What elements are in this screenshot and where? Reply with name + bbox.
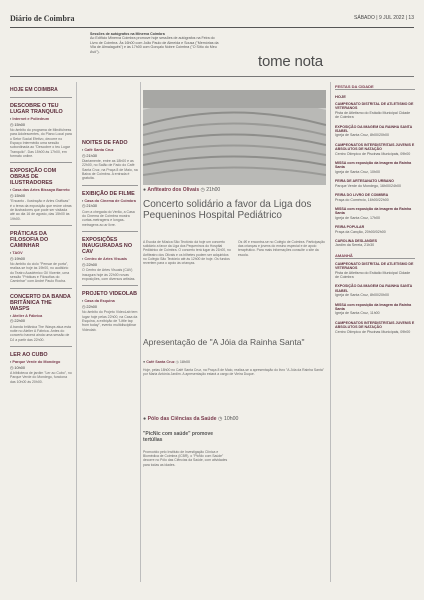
place-name: Casa da Esquina xyxy=(84,299,115,304)
list-item xyxy=(10,168,72,221)
list-item xyxy=(335,207,415,220)
item-text: Diariamente, entre as 18h00 e as 22h00, no Salão de Fado do Café Santa Cruz, na Praça 8 de Maio, na Baixa de Coimbra. A entrada é gratuita. xyxy=(82,159,138,181)
item-text: "Encanto - Ilustração e Artes Gráficas" é o tema da exposição que reúne obras de ilustradores que pode ser visitada até ao dia 16 de agosto, das 15h00 às 19h00. xyxy=(10,199,72,221)
feature-caption xyxy=(143,187,326,193)
item-title: MISSA com exposição da Imagem da Rainha Santa xyxy=(335,206,412,216)
list-item xyxy=(335,284,415,297)
item-text: Igreja de Santa Cruz, 8h00/20h00 xyxy=(335,133,389,138)
list-item xyxy=(335,262,415,280)
divider xyxy=(82,285,138,286)
list-item xyxy=(335,303,415,316)
item-time: ◷ 21h30 xyxy=(82,153,97,158)
item-title: LER AO CUBO xyxy=(10,351,48,358)
time-value: 22h00 xyxy=(86,304,97,309)
clock-icon: ◷ xyxy=(175,360,179,364)
sub-time: 18h00 xyxy=(179,360,191,364)
middle-column xyxy=(82,82,138,335)
item-title: EXIBIÇÃO DE FILME xyxy=(82,190,135,197)
time-value: 15h00 xyxy=(14,193,25,198)
masthead-rule xyxy=(10,27,414,28)
item-title: MISSA com exposição da Imagem da Rainha Santa xyxy=(335,302,412,311)
list-item xyxy=(335,225,415,234)
caption-place: Anfiteatro dos Olivais xyxy=(147,187,200,193)
item-place: ▪ Atelier A Fábrica xyxy=(10,313,43,318)
brand-logo: Diário de Coimbra xyxy=(10,14,75,23)
item-title: EXPOSIÇÃO COM OBRAS DE ILUSTRADORES xyxy=(10,168,57,187)
issue-date: SÁBADO | 9 JUL 2022 | 13 xyxy=(354,15,414,21)
hoje-label: HOJE xyxy=(335,94,346,99)
item-time: ◷ 15h00 xyxy=(10,193,25,198)
item-place: ▪ Parque Verde do Mondego xyxy=(10,359,61,364)
column-divider xyxy=(76,82,77,582)
item-text: A biblioteca de jardim "Ler ao Cubo", no Parque Verde do Mondego, funciona das 10h00 às 20h00. xyxy=(10,371,72,384)
time-value: 22h00 xyxy=(14,319,25,324)
item-place: ▪ Casa da Esquina xyxy=(82,299,115,304)
item-text: Centro Olímpico de Piscinas Municipais, 09h00 xyxy=(335,329,411,334)
item-text: No âmbito do programa de Mindfulness para Adolescentes, do Plano Local para o Setor Social Efetivo, decorre no Espaço Intermédio uma sessão subordinada ao "Descobre o teu Lugar Tranquilo". Das 15h00 às 17h00, em formato online. xyxy=(10,128,72,158)
caption-time: 21h00 xyxy=(206,187,221,193)
place-name: Parque Verde do Mondego xyxy=(12,359,61,364)
amanha-label: AMANHÃ xyxy=(335,253,415,259)
right-column xyxy=(335,80,415,339)
time-value: 21h30 xyxy=(86,153,97,158)
polo-title: "PicNic com saúde" promove tertúlias xyxy=(143,431,214,443)
item-place: ▪ Café Santa Cruz xyxy=(82,148,114,152)
item-text: O Centro de Artes Visuais (CAV) inaugura hoje às 22h00 novas exposições, com diversos artistas. xyxy=(82,268,136,281)
list-item xyxy=(335,161,415,174)
sub-place: Café Santa Cruz xyxy=(146,360,175,364)
item-text: Praça da Canção, 20h00/02h00 xyxy=(335,229,386,234)
clock-icon: ◷ xyxy=(217,416,223,422)
time-value: 15h00 xyxy=(14,122,25,127)
feature-subhead: Apresentação de "A Jóia da Rainha Santa" xyxy=(143,337,305,347)
item-time: ◷ 15h00 xyxy=(10,122,25,127)
time-value: 21h30 xyxy=(86,204,97,209)
place-name: Casa das Artes Bissaya Barreto xyxy=(12,188,70,193)
list-item xyxy=(335,102,415,120)
place-name: Casa do Cinema de Coimbra xyxy=(84,198,136,203)
clock-icon: ◷ xyxy=(200,187,205,193)
time-value: 22h00 xyxy=(86,262,97,267)
divider xyxy=(10,225,72,226)
item-text: Pista de Atletismo do Estádio Municipal Cidade de Coimbra xyxy=(335,270,411,279)
column-divider xyxy=(140,82,141,582)
item-place: ▪ Centro de Artes Visuais xyxy=(82,257,128,262)
section-title: tome nota xyxy=(258,53,323,70)
time-value: 10h00 xyxy=(14,365,25,370)
list-item xyxy=(10,231,72,284)
item-time: ◷ 21h30 xyxy=(82,204,97,209)
item-title: DESCOBRE O TEU LUGAR TRANQUILO xyxy=(10,103,63,115)
list-item xyxy=(335,143,415,156)
item-title: CAROLINA DESLANDES xyxy=(335,238,377,243)
item-title: CAMPEONATOS INTERDISTRITAIS JUVENIS E ABSOLUTOS DE NATAÇÃO xyxy=(335,320,415,330)
item-text: Parque Verde do Mondego, 16h00/24h00 xyxy=(335,183,401,188)
item-text: Igreja de Santa Cruz, 17h00 xyxy=(335,215,380,220)
item-title: EXPOSIÇÃO DA IMAGEM DA RAINHA SANTA ISABEL xyxy=(335,284,413,293)
column-divider xyxy=(330,82,331,582)
item-place: ▪ Casa das Artes Bissaya Barreto xyxy=(10,188,70,193)
item-time: ◷ 22h00 xyxy=(82,262,97,267)
list-item xyxy=(10,294,72,342)
top-blurb xyxy=(90,32,220,54)
item-text: A banda britânica The Wasps atua esta noite no Atelier A Fábrica. Antes do concerto haverá ainda uma sessão de DJ a partir das 22h00. xyxy=(10,324,71,342)
list-item xyxy=(335,321,415,334)
item-title: MISSA com exposição da Imagem da Rainha Santa xyxy=(335,161,412,170)
list-item xyxy=(335,125,415,138)
feature-body-right: Os 4€ e encontra-se no Colégio de Coimbra. Participação das crianças e jovens do ensino especial e de apoio terapêutico. Para mais informações consulte o site da escola. xyxy=(238,240,325,257)
item-title: CONCERTO DA BANDA BRITÂNICA THE WASPS xyxy=(10,293,71,312)
list-item xyxy=(335,239,415,248)
item-text: No âmbito do Projeto VideoLab tem lugar hoje pelas 22h00, na Casa da Esquina, a exibição de "Little tap from today", evento multidisciplinar Videolab. xyxy=(82,310,138,332)
polo-text: Promovido pelo Instituto de Investigação Clínica e Biomédica de Coimbra (iCBR), o "PicNic com Saúde" decorre no Pólo das Ciências da Saúde, com atividades para todas as idades. xyxy=(143,450,228,467)
item-title: EXPOSIÇÕES INAUGURADAS NO CAV xyxy=(82,237,133,256)
polo-place: Pólo das Ciências da Saúde xyxy=(147,416,217,422)
item-place: ▪ TAGV xyxy=(10,250,23,255)
place-name: TAGV xyxy=(12,250,23,255)
item-time: ◷ 19h00 xyxy=(10,256,25,261)
pin-icon: ● xyxy=(143,187,147,193)
polo-line xyxy=(143,416,326,422)
item-time: ◷ 22h00 xyxy=(82,304,97,309)
item-title: CAMPEONATO DISTRITAL DE ATLETISMO DE VETERANOS xyxy=(335,261,414,271)
item-time: ◷ 22h00 xyxy=(10,319,25,324)
divider xyxy=(10,346,72,347)
time-value: 19h00 xyxy=(14,256,25,261)
item-title: FEIRA DO LIVRO DE COIMBRA xyxy=(335,193,389,198)
item-place: ▪ Casa do Cinema de Coimbra xyxy=(82,198,136,203)
item-place: ▪ Internet e Poliedrum xyxy=(10,117,50,121)
place-name: Café Santa Cruz xyxy=(84,148,114,152)
divider xyxy=(82,231,138,232)
item-text: Jardim da Sereia, 21h30 xyxy=(335,243,375,248)
list-item xyxy=(10,352,72,384)
list-item xyxy=(335,193,415,202)
item-title: CAMPEONATO DISTRITAL DE ATLETISMO DE VETERANOS xyxy=(335,102,414,111)
divider xyxy=(82,185,138,186)
feature-headline: Concerto solidário a favor da Liga dos Pequeninos Hospital Pediátrico xyxy=(143,199,312,221)
item-title: FEIRA DE ARTESANATO URBANO xyxy=(335,179,394,184)
sub-event-line xyxy=(143,360,326,364)
festas-title: FESTAS DA CIDADE xyxy=(335,84,415,90)
feature-photo xyxy=(143,90,326,185)
top-blurb-body: Ao Edifício Minerva Coimbra promove hoje sessões de autógrafos na Feira do Livro de Coimbra. Às 16h00 com João Paulo de Almeida e Sousa ("Memórias da Vila de Almalaguês") e às 17h00 com Gonçalo Nobre Coimbra ("O Sítio do Meu Avô"). xyxy=(90,36,219,54)
place-name: Internet e Poliedrum xyxy=(12,117,50,121)
item-text: Igreja de Santa Cruz, 10h00 xyxy=(335,169,380,174)
item-title: CAMPEONATOS INTERDISTRITAIS JUVENIS E ABSOLUTOS DE NATAÇÃO xyxy=(335,142,415,152)
list-item xyxy=(335,179,415,188)
item-title: FEIRA POPULAR xyxy=(335,225,365,230)
divider xyxy=(10,288,72,289)
item-text: Igreja de Santa Cruz, 8h00/20h00 xyxy=(335,293,389,298)
masthead xyxy=(10,14,414,26)
amphitheater-image xyxy=(143,90,326,185)
left-heading: HOJE EM COIMBRA xyxy=(10,87,58,93)
item-text: Com a chegada do Verão, a Casa do Cinema de Coimbra mostra curtas-metragens e longas-metragens ao ar livre. xyxy=(82,209,135,227)
item-text: No âmbito do ciclo "Pensar de porta", realiza-se hoje às 19h00, no auditório do Teatro Académico Gil Vicente, uma sessão "Práticas e Filosofias do Caminhar" com André Paulo Rocha. xyxy=(10,262,70,284)
list-item xyxy=(10,103,72,158)
item-time: ◷ 10h00 xyxy=(10,365,25,370)
place-name: Centro de Artes Visuais xyxy=(84,257,128,262)
item-text: Centro Olímpico de Piscinas Municipais, 09h00 xyxy=(335,151,411,156)
feature-body-left: A Escola de Música São Teotónio dá hoje um concerto solidário a favor da Liga dos Pequeninos do Hospital Pediátrico de Coimbra. O concerto terá lugar às 21h00, no Anfiteatro dos Olivais e os bilhetes podem ser adquiridos no Colégio São Teotónio até às 12h00 de hoje. Os fundos revertem para o apoio às crianças. xyxy=(143,240,231,266)
pin-icon: ● xyxy=(143,360,146,364)
item-text: Igreja de Santa Cruz, 11h00 xyxy=(335,311,380,316)
divider xyxy=(10,97,72,98)
left-column xyxy=(10,82,72,387)
item-text: Praça do Comércio, 16h00/22h00 xyxy=(335,197,389,202)
divider xyxy=(10,162,72,163)
pin-icon: ● xyxy=(143,416,147,422)
section-rule xyxy=(10,76,414,77)
item-title: PRÁTICAS DA FILOSOFIA DO CAMINHAR xyxy=(10,230,49,249)
item-title: NOITES DE FADO xyxy=(82,140,128,146)
sub-event-text: Hoje, pelas 18h00 no Café Santa Cruz, na Praça 8 de Maio, realiza-se a apresentação do livro "A Jóia da Rainha Santa" por Maria Antónia Jardim. A apresentação estará a cargo de Vieira Duque. xyxy=(143,368,324,377)
item-title: PROJETO VIDEOLAB xyxy=(82,291,138,298)
item-title: EXPOSIÇÃO DA IMAGEM DA RAINHA SANTA ISABEL xyxy=(335,124,413,134)
place-name: Atelier A Fábrica xyxy=(12,313,43,318)
polo-time: 10h00 xyxy=(223,416,239,422)
item-text: Pista de Atletismo do Estádio Municipal Cidade de Coimbra xyxy=(335,110,411,120)
top-blurb-title: Sessões de autógrafos na Minerva Coimbra xyxy=(90,32,165,36)
